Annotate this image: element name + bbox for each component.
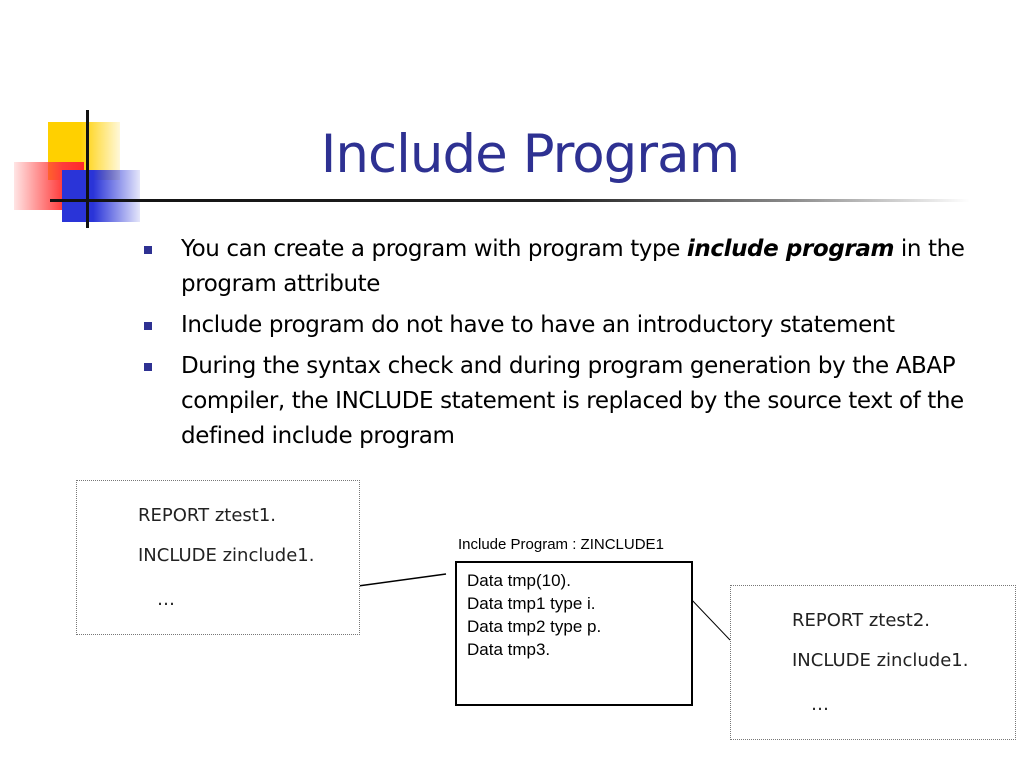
bullet-text: You can create a program with program type include program in the program attribute xyxy=(181,236,965,297)
include-code-line: Data tmp1 type i. xyxy=(467,594,596,613)
program1-line: INCLUDE zinclude1. xyxy=(138,545,315,566)
bullet-emphasis: include program xyxy=(686,236,895,262)
program1-line: … xyxy=(157,589,175,610)
program2-line: … xyxy=(811,694,829,715)
include-caption: Include Program : ZINCLUDE1 xyxy=(458,536,664,553)
program2-box xyxy=(730,585,1016,740)
program1-line: REPORT ztest1. xyxy=(138,505,277,526)
bullet-text: Include program do not have to have an introductory statement xyxy=(181,312,895,338)
include-code-line: Data tmp3. xyxy=(467,640,551,659)
slide-title: Include Program xyxy=(320,124,740,185)
include-code-line: Data tmp2 type p. xyxy=(467,617,602,636)
program2-line: REPORT ztest2. xyxy=(792,610,931,631)
include-program-box xyxy=(455,561,693,706)
include-code-line: Data tmp(10). xyxy=(467,571,571,590)
program2-line: INCLUDE zinclude1. xyxy=(792,650,969,671)
bullet-text: During the syntax check and during program generation by the ABAP compiler, the INCLUDE statement is replaced by the source text of the defined include program xyxy=(181,353,964,449)
program1-box xyxy=(76,480,360,635)
